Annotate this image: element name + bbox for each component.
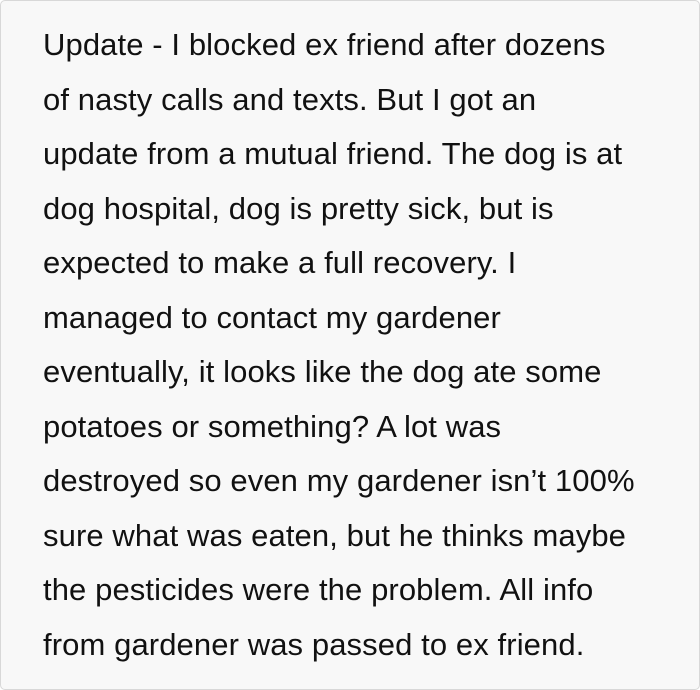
text-line: update from a mutual friend. The dog is at xyxy=(43,136,623,171)
text-line: of nasty calls and texts. But I got an xyxy=(43,81,537,117)
text-line: Update - I blocked ex friend after dozens xyxy=(43,27,606,62)
text-line: from gardener was passed to ex friend. xyxy=(43,626,585,662)
text-line: the pesticides were the problem. All info xyxy=(43,572,594,607)
text-line: destroyed so even my gardener isn’t 100% xyxy=(43,463,635,498)
text-line: managed to contact my gardener xyxy=(43,299,501,335)
text-line: potatoes or something? A lot was xyxy=(43,408,502,444)
text-line: eventually, it looks like the dog ate some xyxy=(43,354,602,389)
text-line: expected to make a full recovery. I xyxy=(43,245,517,280)
text-line: dog hospital, dog is pretty sick, but is xyxy=(43,190,554,226)
post-text-paragraph xyxy=(1,1,699,672)
text-line: sure what was eaten, but he thinks maybe xyxy=(43,517,626,553)
